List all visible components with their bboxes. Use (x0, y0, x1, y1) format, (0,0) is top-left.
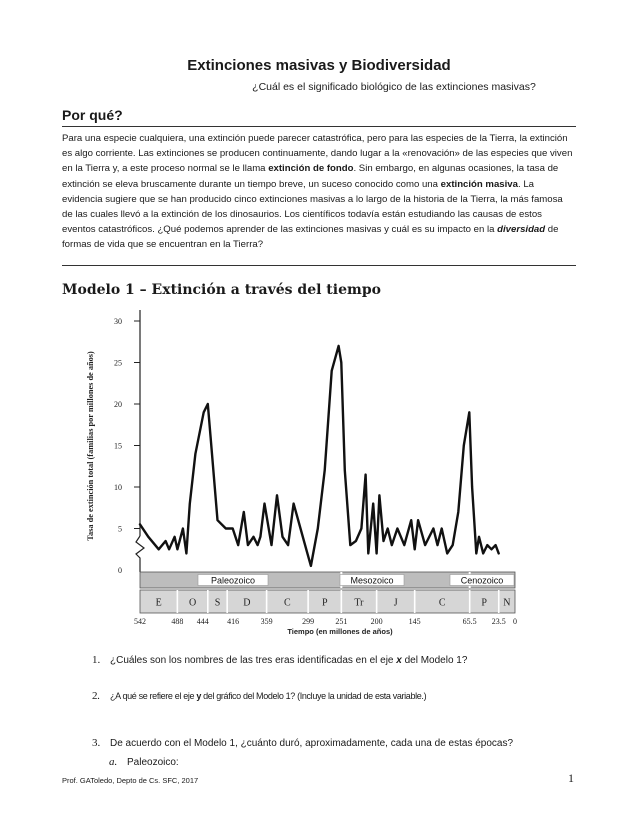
x-tick-label: 542 (134, 617, 146, 626)
intro-text-1: Para una especie cualquiera, una extinción puede parecer catastrófica, pero para las especies de la Tierra, la extinción es algo corriente. Las extinciones se producen continuamente, dando lugar a la «renovación» de las especies que viven en la Tierra y, a este proceso normal se le llama (62, 133, 573, 175)
period-label: D (243, 597, 251, 609)
extinction-rate-line (140, 346, 499, 566)
question-1-number: 1. (92, 654, 101, 666)
question-1-text-end: del Modelo 1? (401, 655, 468, 666)
period-label: N (503, 597, 511, 609)
question-3-number: 3. (92, 737, 101, 749)
question-2-emphasis: y (196, 691, 201, 701)
y-tick-label: 30 (114, 317, 122, 326)
question-1 (92, 654, 467, 666)
period-label: O (188, 597, 197, 609)
page-number: 1 (568, 771, 574, 785)
term-extincion-de-fondo: extinción de fondo (268, 163, 354, 175)
x-tick-label: 65.5 (462, 617, 477, 626)
y-tick-label: 5 (118, 524, 122, 534)
term-extincion-masiva: extinción masiva (440, 178, 518, 190)
period-label: P (481, 597, 487, 609)
x-tick-label: 200 (370, 617, 383, 626)
x-tick-label: 145 (408, 617, 421, 626)
period-label: C (284, 597, 291, 609)
question-3a-letter: a. (109, 756, 118, 768)
era-label-mesozoico: Mesozoico (350, 575, 394, 586)
question-2-number: 2. (92, 690, 100, 702)
era-label-cenozoico: Cenozoico (460, 575, 504, 586)
period-label: P (321, 597, 328, 609)
period-label: C (438, 597, 446, 609)
model-title: Modelo 1 – Extinción a través del tiempo (62, 282, 381, 298)
question-3a (109, 756, 179, 768)
question-2-text-end: del gráfico del Modelo 1? (Incluye la unidad de esta variable.) (200, 691, 427, 701)
y-tick-label: 25 (114, 358, 122, 368)
intro-text-3: . La evidencia sugiere que se han producido cinco extinciones masivas a lo largo de la historia de la Tierra, la más famosa de las cuales llevó a la extinción de los dinosaurios. Los científicos todavía están estudiando las causas de estos eventos catastróficos. ¿Qué podemos aprender de las extinciones masivas y cuál es su impacto en la (62, 178, 563, 236)
intro-text-2: . Sin embargo, en algunas ocasiones, la tasa de extinción se eleva bruscamente durante un tiempo breve, un suceso conocido como una (62, 163, 559, 190)
intro-text-4: de formas de vida que se encuentran en la Tierra? (62, 224, 559, 251)
page-subtitle: ¿Cuál es el significado biológico de las extinciones masivas? (252, 81, 536, 93)
page-title: Extinciones masivas y Biodiversidad (187, 57, 451, 74)
question-3 (92, 737, 513, 749)
period-label: S (214, 597, 221, 609)
y-tick-label: 15 (114, 441, 122, 451)
x-tick-label: 444 (196, 617, 209, 626)
era-label-paleozoico: Paleozoico (210, 575, 256, 586)
y-tick-label: 20 (114, 400, 122, 409)
period-label: E (155, 597, 162, 609)
question-3-text: De acuerdo con el Modelo 1, ¿cuánto duró, aproximadamente, cada una de estas épocas? (110, 738, 514, 749)
x-tick-label: 251 (335, 617, 348, 626)
question-1-emphasis: x (396, 655, 402, 666)
y-tick-label: 10 (114, 483, 122, 492)
x-tick-label: 359 (260, 617, 273, 626)
term-diversidad: diversidad (497, 224, 546, 236)
section-heading-why: Por qué? (62, 107, 123, 123)
period-label: J (393, 597, 398, 609)
footer-credit: Prof. GAToledo, Depto de Cs. SFC, 2017 (62, 776, 199, 785)
x-tick-label: 0 (513, 617, 517, 626)
x-tick-label: 416 (227, 617, 240, 626)
question-1-text: ¿Cuáles son los nombres de las tres eras identificadas en el eje (110, 655, 397, 666)
question-2 (92, 690, 426, 702)
x-tick-label: 488 (171, 617, 184, 626)
x-tick-label: 23.5 (491, 617, 506, 626)
question-2-text: ¿A qué se refiere el eje (110, 691, 197, 701)
x-tick-label: 299 (302, 617, 315, 626)
y-axis-break (136, 536, 144, 572)
x-axis-label: Tiempo (en millones de años) (287, 627, 393, 636)
question-3a-text: Paleozoico: (127, 757, 179, 768)
y-tick-label: 0 (118, 566, 122, 575)
y-axis-label: Tasa de extinción total (familias por millones de años) (86, 351, 95, 541)
period-label: Tr (354, 597, 364, 609)
